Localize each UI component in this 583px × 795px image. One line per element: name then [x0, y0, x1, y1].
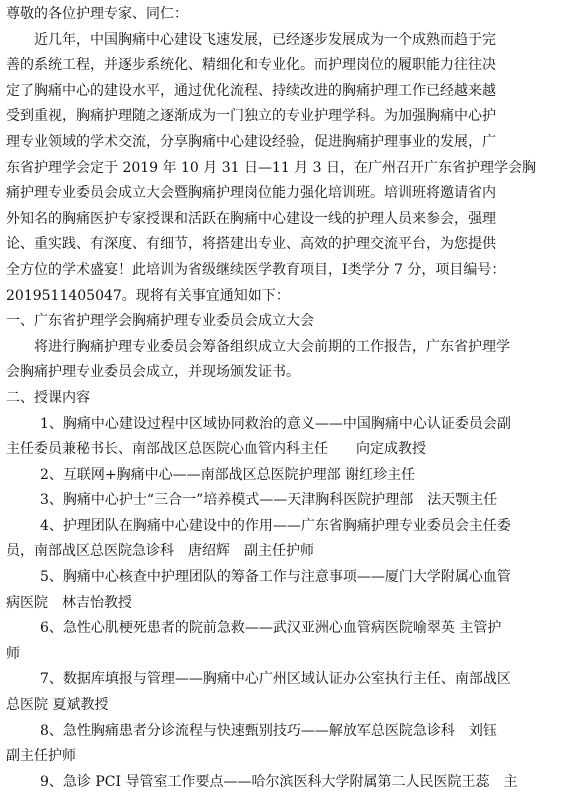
intro-line: 外知名的胸痛医护专家授课和活跃在胸痛中心建设一线的护理人员来参会，强理	[6, 207, 577, 233]
lecture-item-8-cont: 副主任护师	[6, 744, 577, 770]
intro-line: 理专业领域的学术交流，分享胸痛中心建设经验，促进胸痛护理事业的发展，广	[6, 130, 577, 156]
section1-line: 将进行胸痛护理专业委员会筹备组织成立大会前期的工作报告，广东省护理学	[6, 335, 577, 361]
lecture-item-9: 9、急诊 PCI 导管室工作要点——哈尔滨医科大学附属第二人民医院王蕊 主	[6, 770, 577, 795]
lecture-item-5-cont: 病医院 林吉怡教授	[6, 591, 577, 617]
lecture-list	[6, 412, 577, 795]
section1-body	[6, 335, 577, 386]
lecture-item-5: 5、胸痛中心核查中护理团队的筹备工作与注意事项——厦门大学附属心血管	[6, 565, 577, 591]
section-heading: 一、广东省护理学会胸痛护理专业委员会成立大会	[6, 309, 577, 335]
lecture-item-2: 2、互联网+胸痛中心——南部战区总医院护理部 谢红珍主任	[6, 463, 577, 489]
lecture-item-1: 1、胸痛中心建设过程中区域协同救治的意义——中国胸痛中心认证委员会副	[6, 412, 577, 438]
lecture-item-7: 7、数据库填报与管理——胸痛中心广州区域认证办公室执行主任、南部战区	[6, 667, 577, 693]
lecture-item-3: 3、胸痛中心护士“三合一”培养模式——天津胸科医院护理部 法天颚主任	[6, 488, 577, 514]
lecture-item-7-cont: 总医院 夏斌教授	[6, 693, 577, 719]
lecture-item-4: 4、护理团队在胸痛中心建设中的作用——广东省胸痛护理专业委员会主任委	[6, 514, 577, 540]
intro-line: 近几年，中国胸痛中心建设飞速发展，已经逐步发展成为一个成熟而趋于完	[6, 28, 577, 54]
section-heading: 二、授课内容	[6, 386, 577, 412]
intro-line: 全方位的学术盛宴！此培训为省级继续医学教育项目，Ⅰ类学分 7 分，项目编号：	[6, 258, 577, 284]
lecture-item-6-cont: 师	[6, 642, 577, 668]
intro-line: 2019511405047。现将有关事宜通知如下：	[6, 284, 577, 310]
intro-line: 善的系统工程，并逐步系统化、精细化和专业化。而护理岗位的履职能力往往决	[6, 53, 577, 79]
intro-line: 定了胸痛中心的建设水平，通过优化流程、持续改进的胸痛护理工作已经越来越	[6, 79, 577, 105]
intro-paragraph	[6, 28, 577, 310]
intro-line: 受到重视，胸痛护理随之逐渐成为一门独立的专业护理学科。为加强胸痛中心护	[6, 104, 577, 130]
lecture-item-8: 8、急性胸痛患者分诊流程与快速甄别技巧——解放军总医院急诊科 刘钰	[6, 719, 577, 745]
lecture-item-1-cont: 主任委员兼秘书长、南部战区总医院心血管内科主任 向定成教授	[6, 437, 577, 463]
intro-line: 东省护理学会定于 2019 年 10 月 31 日—11 月 3 日，在广州召开广东省护理学会胸	[6, 156, 577, 182]
lecture-item-4-cont: 员，南部战区总医院急诊科 唐绍辉 副主任护师	[6, 539, 577, 565]
greeting: 尊敬的各位护理专家、同仁：	[6, 2, 577, 28]
intro-line: 论、重实践、有深度、有细节，将搭建出专业、高效的护理交流平台，为您提供	[6, 232, 577, 258]
section1-line: 会胸痛护理专业委员会成立，并现场颁发证书。	[6, 360, 577, 386]
lecture-item-6: 6、急性心肌梗死患者的院前急救——武汉亚洲心血管病医院喻翠英 主管护	[6, 616, 577, 642]
intro-line: 痛护理专业委员会成立大会暨胸痛护理岗位能力强化培训班。培训班将邀请省内	[6, 181, 577, 207]
